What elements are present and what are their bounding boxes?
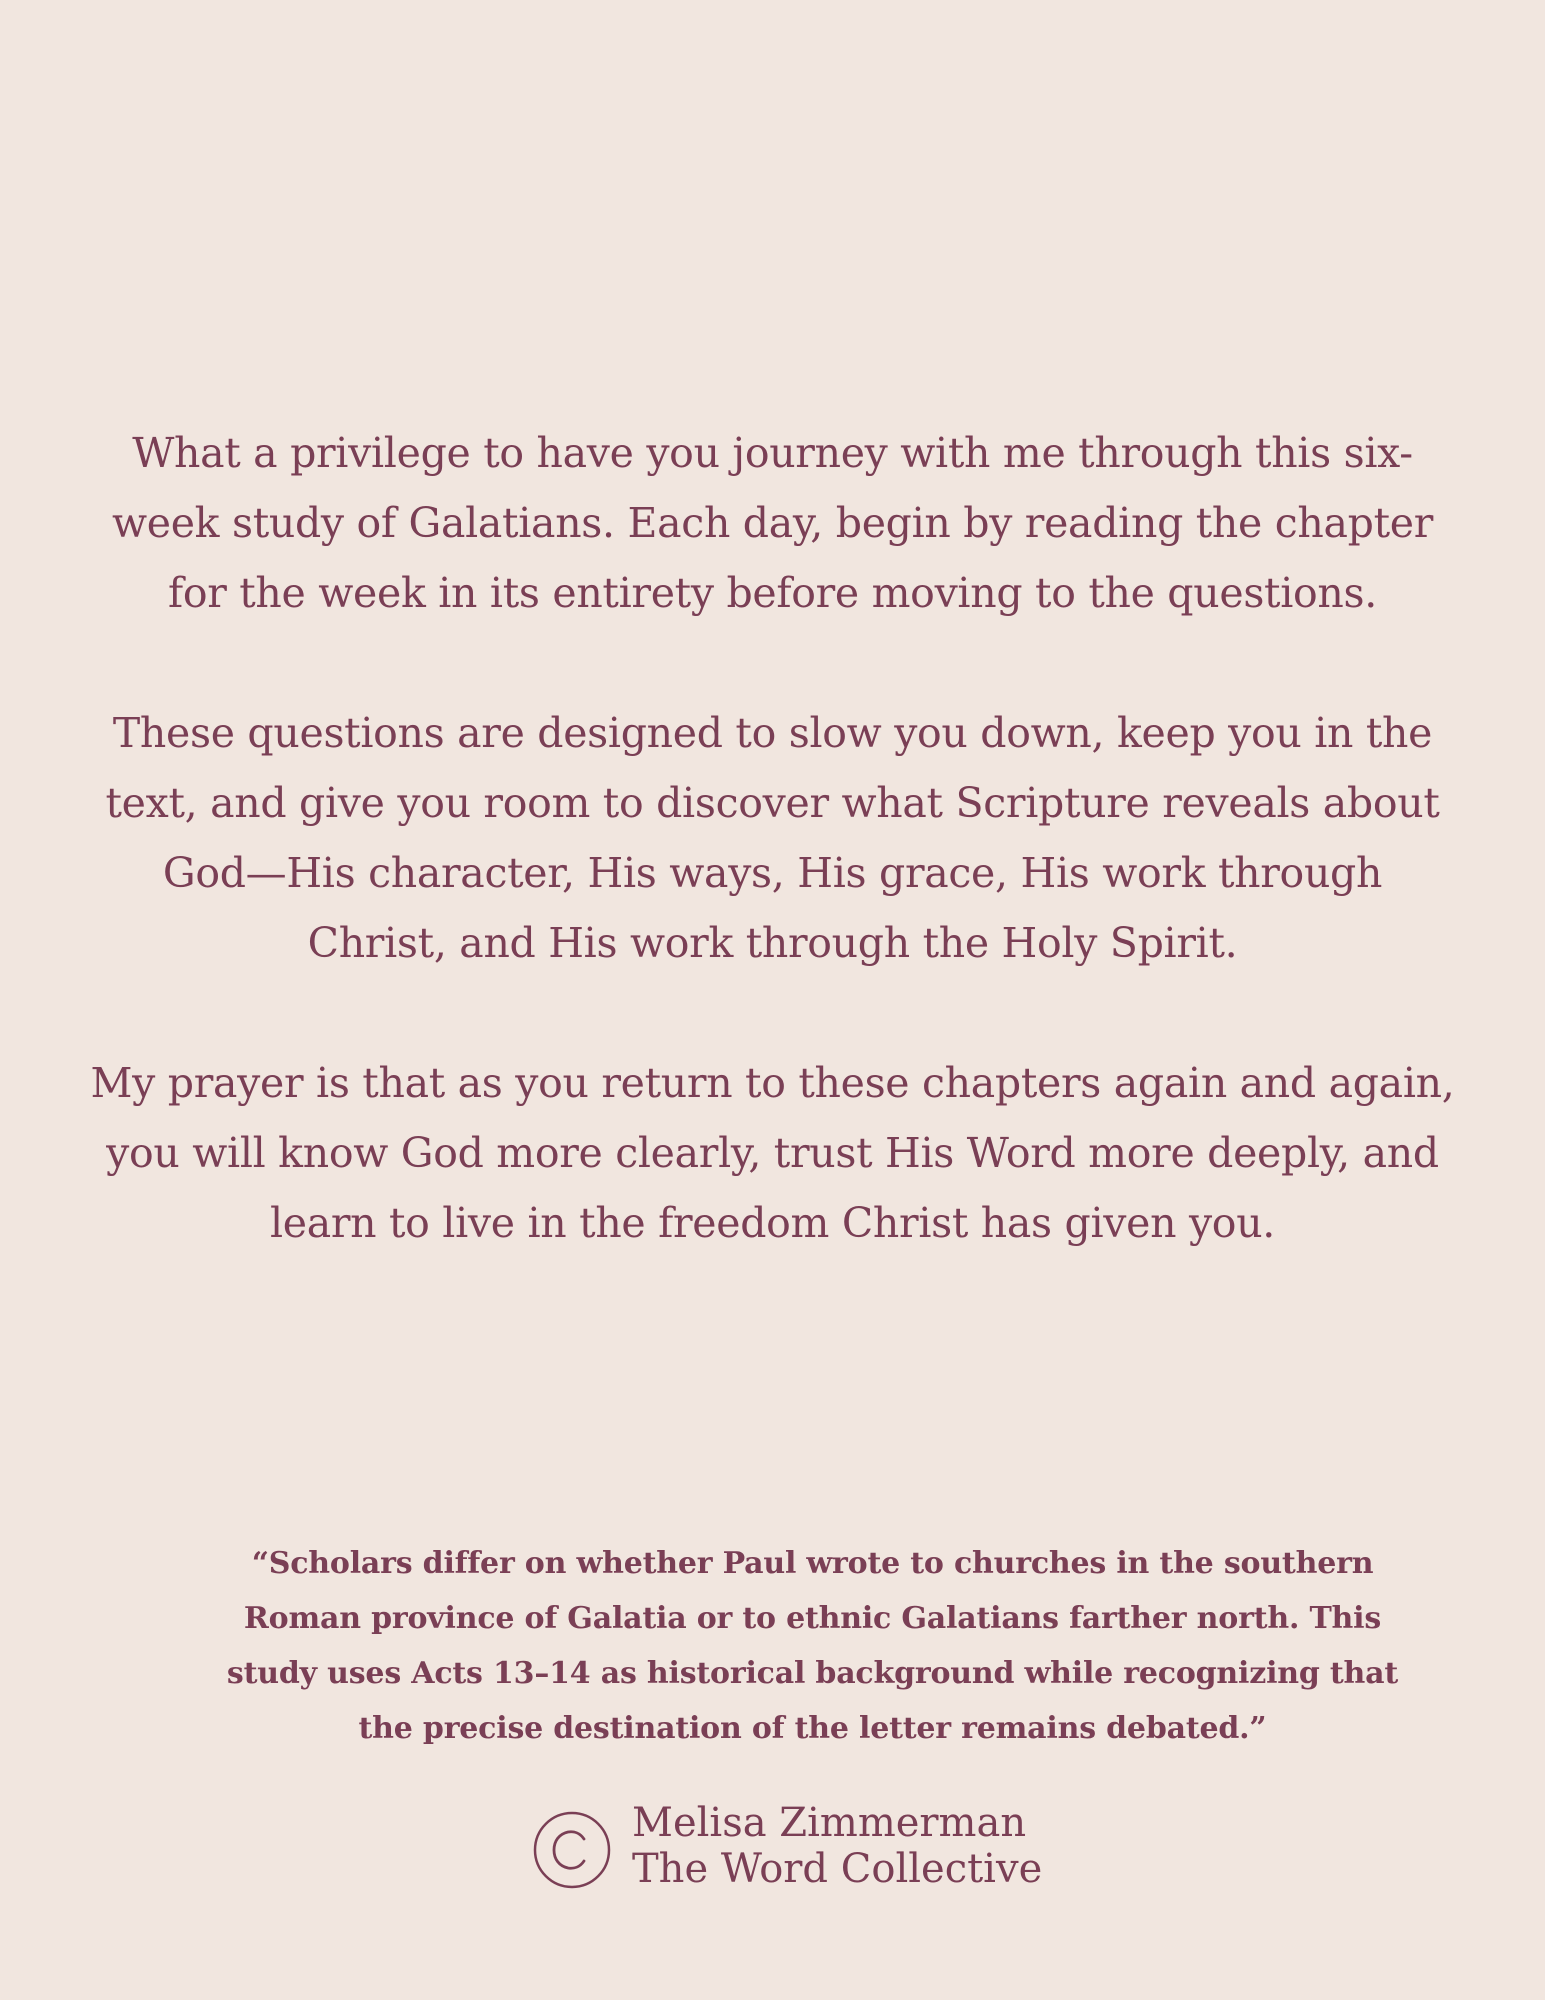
intro-paragraph-3: My prayer is that as you return to these chapters again and again, you will know God more clearly, trust His Word more deeply, and learn to live in the freedom Christ has given you. (90, 1059, 1455, 1247)
organization-name: The Word Collective (632, 1846, 1043, 1892)
historical-note: “Scholars differ on whether Paul wrote to churches in the southern Roman province of Galatia or to ethnic Galatians farther north. This study uses Acts 13–14 as historical background while recognizing that the precise destination of the letter remains debated.” (226, 1546, 1399, 1746)
intro-section (90, 418, 1455, 1328)
copyright-icon (532, 1810, 612, 1890)
author-name: Melisa Zimmerman (632, 1800, 1027, 1846)
signature (532, 1800, 1052, 1896)
signature-text (632, 1800, 1052, 1892)
intro-paragraph-1: What a privilege to have you journey with me through this six-week study of Galatians. Each day, begin by reading the chapter for the week in its entirety before moving to the questions. (111, 429, 1434, 617)
intro-paragraph-2: These questions are designed to slow you down, keep you in the text, and give you room to discover what Scripture reveals about God—His character, His ways, His grace, His work through Christ, and His work through the Holy Spirit. (105, 709, 1440, 967)
